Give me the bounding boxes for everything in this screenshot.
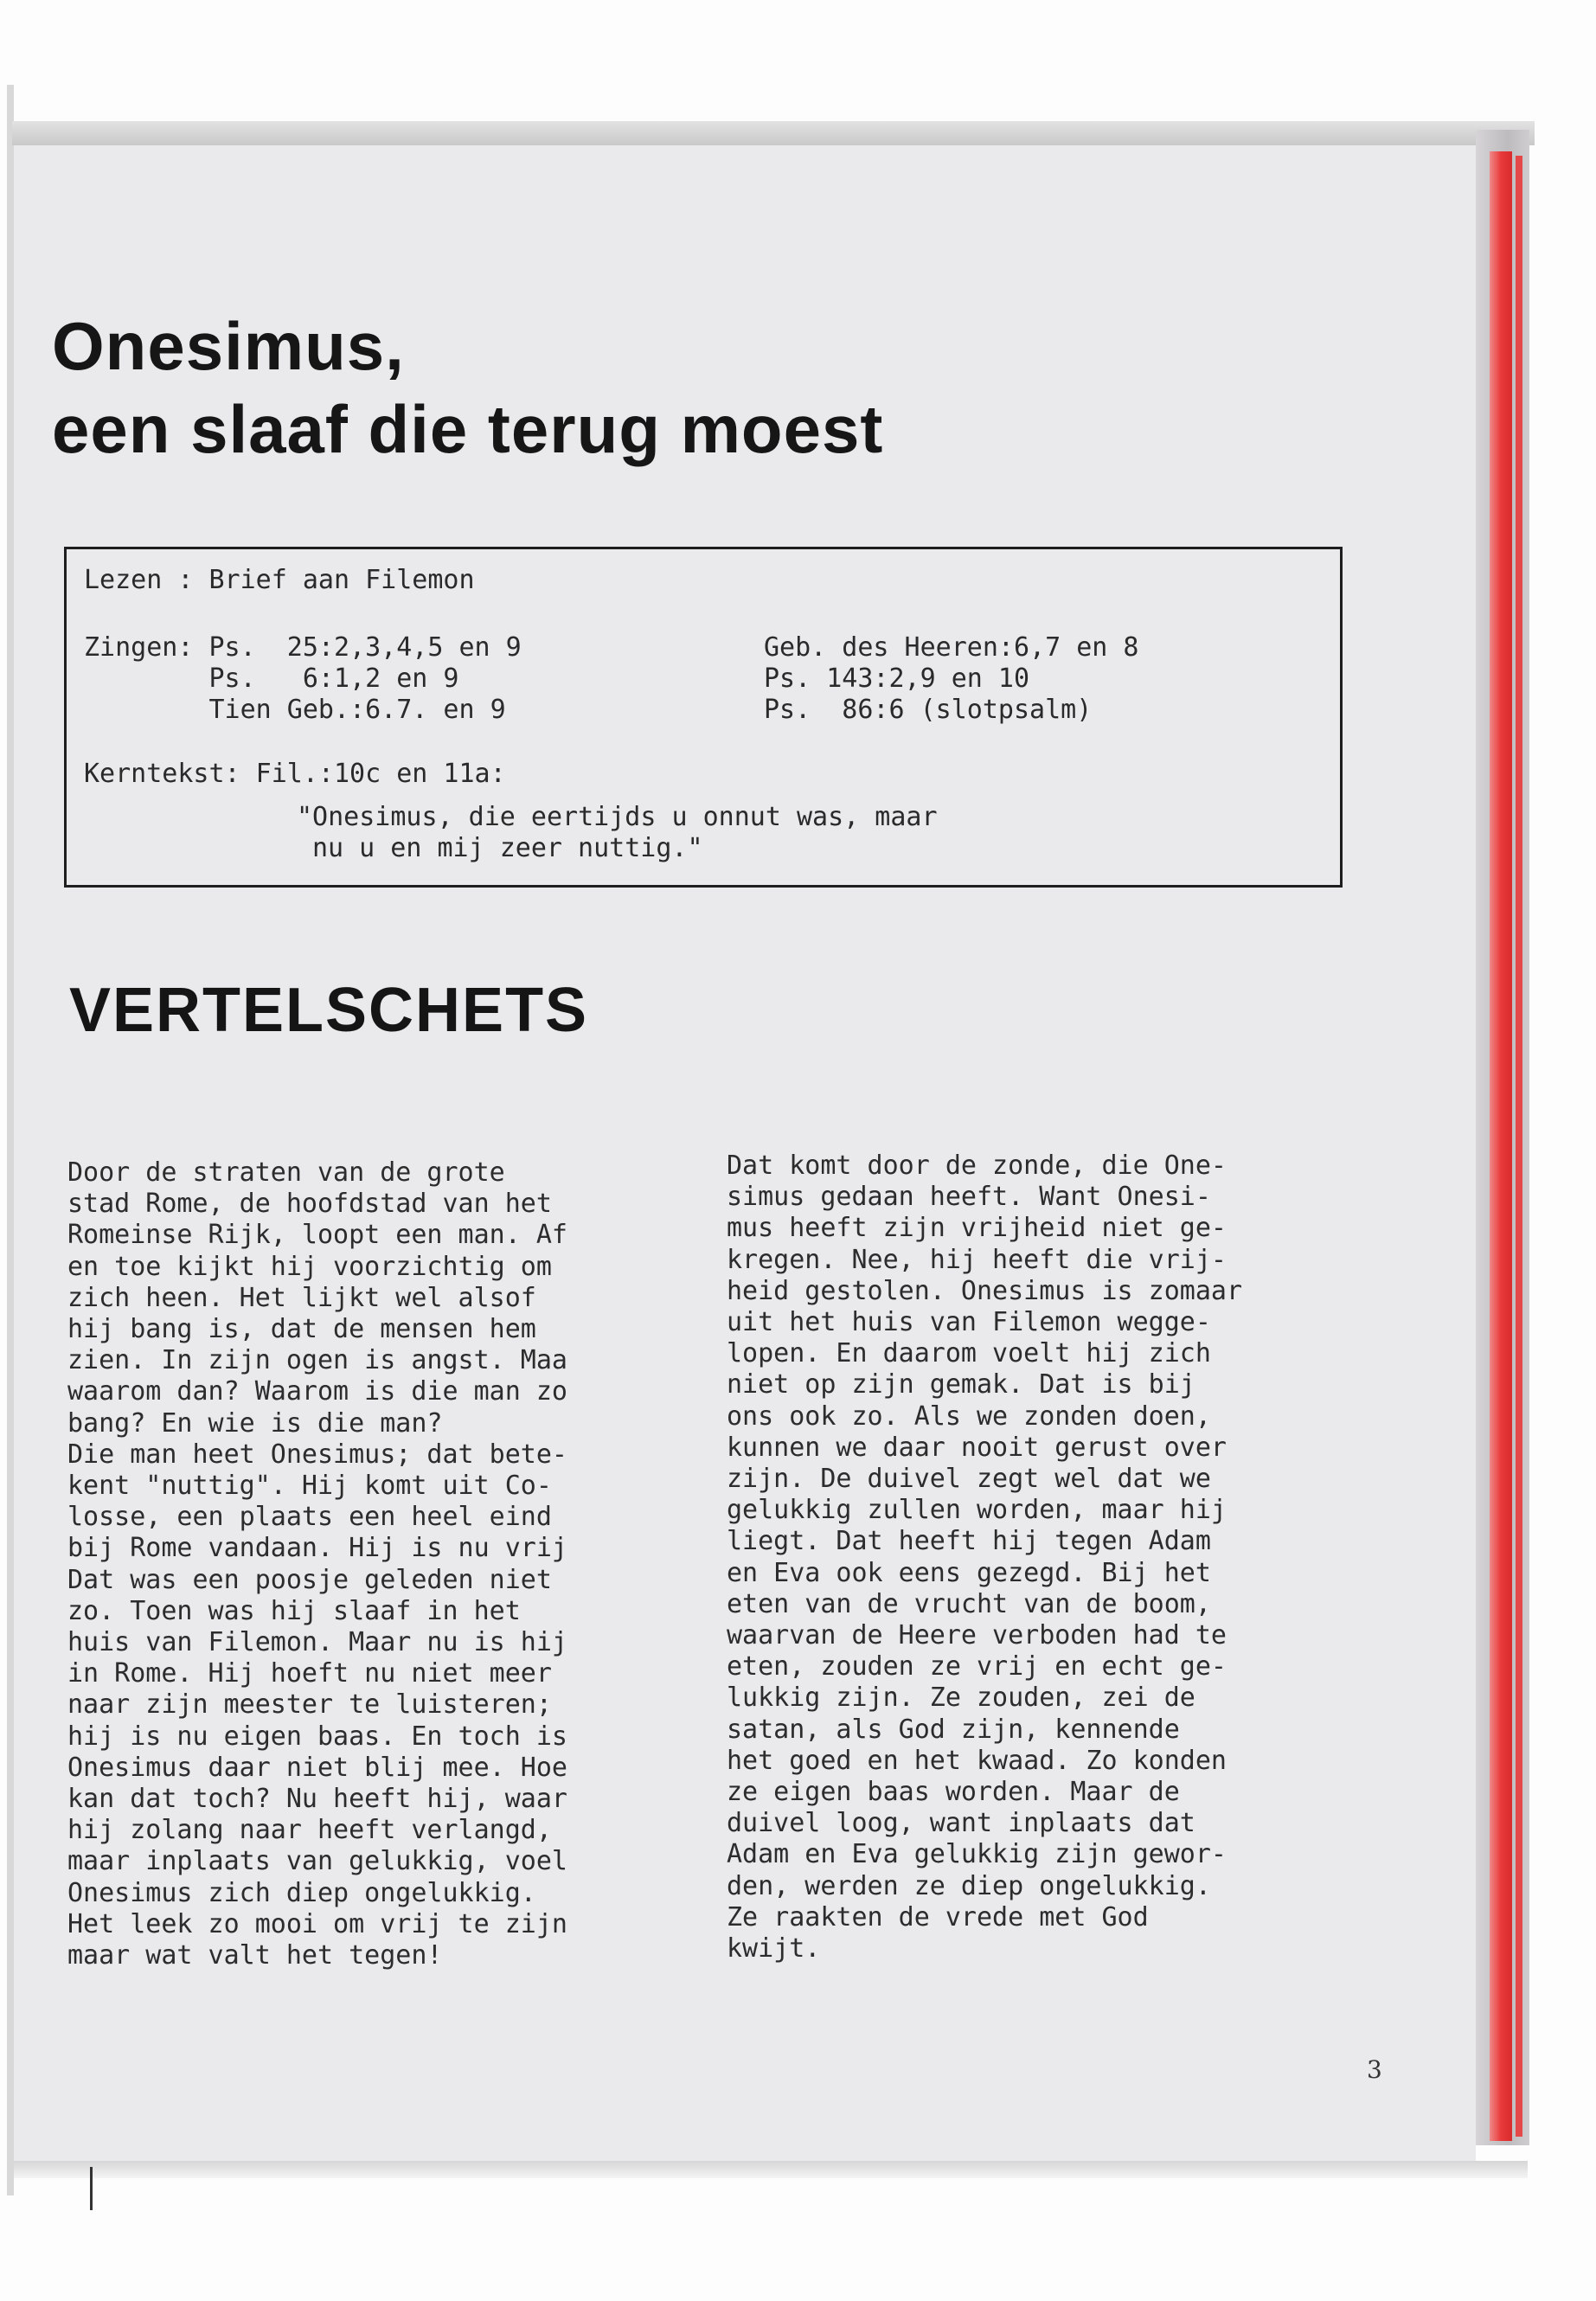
- text-line: kunnen we daar nooit gerust over: [727, 1432, 1227, 1463]
- text-line: waarvan de Heere verboden had te: [727, 1620, 1227, 1651]
- text-line: hij is nu eigen baas. En toch is: [67, 1721, 567, 1752]
- text-line: mus heeft zijn vrijheid niet ge-: [727, 1213, 1227, 1244]
- red-book-edge-outer: [1516, 156, 1522, 2137]
- kerntekst-quote-line-2: nu u en mij zeer nuttig.": [312, 833, 703, 863]
- text-line: kregen. Nee, hij heeft die vrij-: [727, 1244, 1227, 1275]
- text-line: zo. Toen was hij slaaf in het: [67, 1595, 521, 1626]
- red-book-edge: [1490, 151, 1512, 2141]
- book-edge-left: [7, 85, 14, 2195]
- text-line: lukkig zijn. Ze zouden, zei de: [727, 1682, 1195, 1714]
- text-line: simus gedaan heeft. Want Onesi-: [727, 1182, 1211, 1213]
- kerntekst-quote-line-1: "Onesimus, die eertijds u onnut was, maar: [297, 802, 938, 832]
- geb-line-1: Geb. des Heeren:6,7 en 8: [764, 632, 1139, 663]
- text-line: Ze raakten de vrede met God: [727, 1901, 1149, 1932]
- text-line: Romeinse Rijk, loopt een man. Af: [67, 1220, 567, 1251]
- text-line: het goed en het kwaad. Zo konden: [727, 1745, 1227, 1776]
- text-line: hij bang is, dat de mensen hem: [67, 1314, 536, 1345]
- page-title: [52, 304, 883, 471]
- text-line: kwijt.: [727, 1933, 821, 1965]
- lezen-line: Lezen : Brief aan Filemon: [84, 565, 475, 595]
- text-line: maar inplaats van gelukkig, voel: [67, 1846, 567, 1877]
- text-line: den, werden ze diep ongelukkig.: [727, 1870, 1211, 1901]
- text-line: maar wat valt het tegen!: [67, 1940, 443, 1971]
- text-line: naar zijn meester te luisteren;: [67, 1689, 552, 1721]
- text-line: Onesimus daar niet blij mee. Hoe: [67, 1752, 567, 1783]
- text-line: ze eigen baas worden. Maar de: [727, 1777, 1180, 1808]
- zingen-line-3: Tien Geb.:6.7. en 9: [84, 695, 506, 725]
- text-line: Die man heet Onesimus; dat bete-: [67, 1439, 567, 1470]
- title-line-2: een slaaf die terug moest: [52, 391, 884, 467]
- text-line: kan dat toch? Nu heeft hij, waar: [67, 1784, 567, 1815]
- text-line: bij Rome vandaan. Hij is nu vrij: [67, 1533, 567, 1564]
- text-line: Het leek zo mooi om vrij te zijn: [67, 1908, 567, 1939]
- text-line: en Eva ook eens gezegd. Bij het: [727, 1557, 1211, 1588]
- text-line: heid gestolen. Onesimus is zomaar: [727, 1275, 1243, 1306]
- text-line: uit het huis van Filemon wegge-: [727, 1307, 1211, 1338]
- text-line: stad Rome, de hoofdstad van het: [67, 1189, 552, 1220]
- zingen-line-1: Zingen: Ps. 25:2,3,4,5 en 9: [84, 632, 522, 663]
- text-line: satan, als God zijn, kennende: [727, 1714, 1180, 1745]
- text-line: liegt. Dat heeft hij tegen Adam: [727, 1526, 1211, 1557]
- text-line: niet op zijn gemak. Dat is bij: [727, 1369, 1195, 1400]
- text-line: lopen. En daarom voelt hij zich: [727, 1338, 1211, 1369]
- story-column-right: [727, 1150, 1384, 1965]
- kerntekst-label: Kerntekst: Fil.:10c en 11a:: [84, 759, 506, 789]
- text-line: losse, een plaats een heel eind: [67, 1502, 552, 1533]
- text-line: zich heen. Het lijkt wel alsof: [67, 1282, 536, 1313]
- text-line: Onesimus zich diep ongelukkig.: [67, 1877, 536, 1908]
- geb-line-2: Ps. 143:2,9 en 10: [764, 663, 1030, 694]
- reading-info-box: [64, 547, 1343, 888]
- text-line: eten van de vrucht van de boom,: [727, 1588, 1211, 1619]
- margin-mark: [90, 2167, 93, 2210]
- text-line: hij zolang naar heeft verlangd,: [67, 1815, 552, 1846]
- geb-line-3: Ps. 86:6 (slotpsalm): [764, 695, 1093, 725]
- text-line: in Rome. Hij hoeft nu niet meer: [67, 1658, 552, 1689]
- text-line: ons ook zo. Als we zonden doen,: [727, 1400, 1211, 1432]
- text-line: gelukkig zullen worden, maar hij: [727, 1495, 1227, 1526]
- text-line: Door de straten van de grote: [67, 1157, 505, 1188]
- text-line: zijn. De duivel zegt wel dat we: [727, 1464, 1211, 1495]
- text-line: kent "nuttig". Hij komt uit Co-: [67, 1471, 552, 1502]
- title-line-1: Onesimus,: [52, 308, 405, 384]
- text-line: duivel loog, want inplaats dat: [727, 1808, 1195, 1839]
- section-heading: VERTELSCHETS: [69, 976, 589, 1045]
- text-line: Adam en Eva gelukkig zijn gewor-: [727, 1839, 1227, 1870]
- zingen-line-2: Ps. 6:1,2 en 9: [84, 663, 459, 694]
- text-line: en toe kijkt hij voorzichtig om: [67, 1251, 552, 1282]
- text-line: zien. In zijn ogen is angst. Maa: [67, 1345, 567, 1376]
- page-number: 3: [1367, 2055, 1382, 2084]
- text-line: Dat komt door de zonde, die One-: [727, 1150, 1227, 1181]
- text-line: Dat was een poosje geleden niet: [67, 1564, 552, 1595]
- text-line: huis van Filemon. Maar nu is hij: [67, 1627, 567, 1658]
- text-line: eten, zouden ze vrij en echt ge-: [727, 1651, 1227, 1682]
- text-line: waarom dan? Waarom is die man zo: [67, 1376, 567, 1407]
- text-line: bang? En wie is die man?: [67, 1407, 443, 1439]
- story-column-left: [67, 1157, 725, 1971]
- page-bottom-shadow: [14, 2161, 1528, 2178]
- book-edge-top: [12, 121, 1535, 145]
